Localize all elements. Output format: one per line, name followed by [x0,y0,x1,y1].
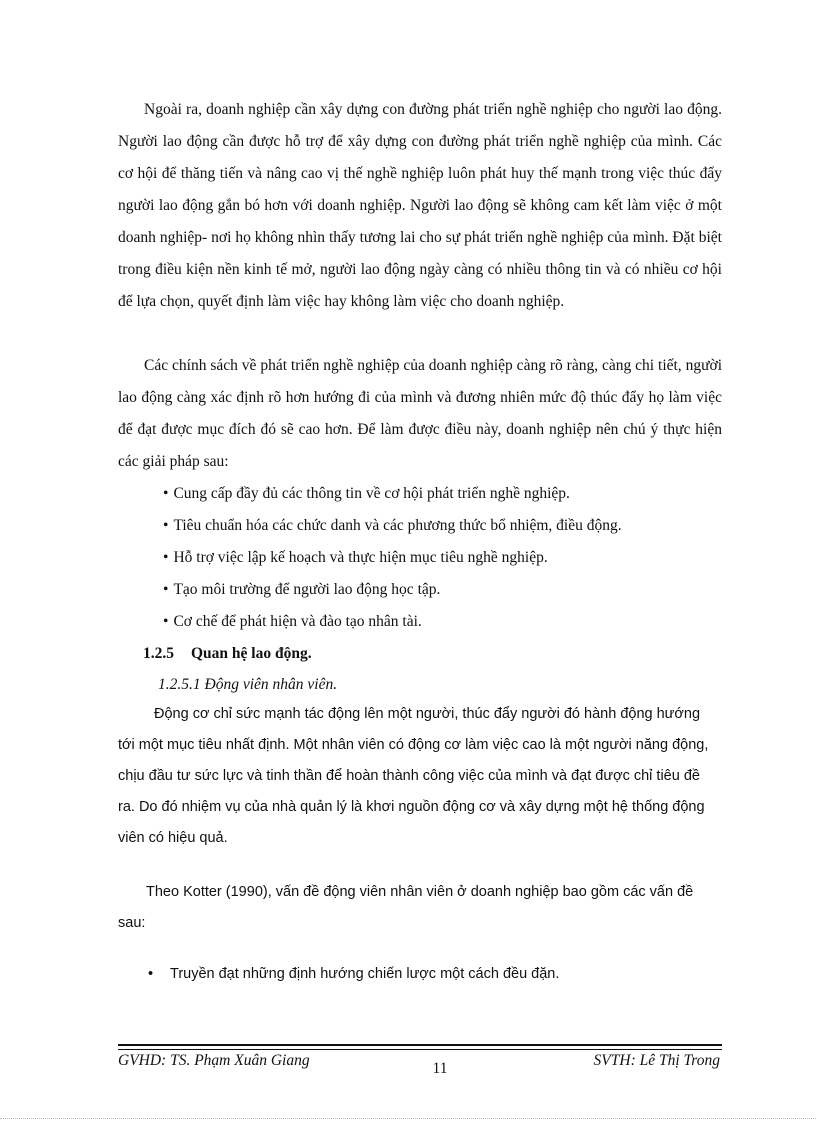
solution-list [163,478,622,638]
list-item-communicate [148,966,559,982]
paragraph-kotter: Theo Kotter (1990), vấn đề động viên nhân viên ở doanh nghiệp bao gồm các vấn đề sau: [118,884,694,931]
page-edge-divider [0,1118,816,1119]
footer-advisor: GVHD: TS. Phạm Xuân Giang [118,1052,310,1069]
list-item: • Tiêu chuẩn hóa các chức danh và các phương thức bổ nhiệm, điều động. [163,510,622,542]
section-heading [143,645,312,663]
list-item: • Cung cấp đầy đủ các thông tin về cơ hội phát triển nghề nghiệp. [163,478,622,510]
paragraph-career-policy: Các chính sách về phát triển nghề nghiệp của doanh nghiệp càng rõ ràng, càng chi tiết, người lao động càng xác định rõ hơn hướng đi của mình và đương nhiên mức độ thúc đẩy họ làm việc để đạt được mục đích đó sẽ cao hơn. Để làm được điều này, doanh nghiệp nên chú ý thực hiện các giải pháp sau: [118,357,722,470]
list-item: • Tạo môi trường để người lao động học tập. [163,574,622,606]
list-item: • Cơ chế để phát hiện và đào tạo nhân tài. [163,606,622,638]
footer-rule-thin [118,1049,722,1050]
list-item-text: Truyền đạt những định hướng chiến lược một cách đều đặn. [170,966,560,982]
page-number: 11 [432,1060,448,1077]
paragraph-motivation: Động cơ chỉ sức mạnh tác động lên một người, thúc đẩy người đó hành động hướng tới một mục tiêu nhất định. Một nhân viên có động cơ làm việc cao là một người năng động, chịu đầu tư sức lực và tinh thần để hoàn thành công việc của mình và đạt được chỉ tiêu đề ra. Do đó nhiệm vụ của nhà quản lý là khơi nguồn động cơ và xây dựng một hệ thống động viên có hiệu quả. [118,706,709,846]
list-item: • Hỗ trợ việc lập kế hoạch và thực hiện mục tiêu nghề nghiệp. [163,542,622,574]
bullet-dot-icon: • [148,966,154,982]
subsection-heading: 1.2.5.1 Động viên nhân viên. [158,676,338,693]
paragraph-career-path: Ngoài ra, doanh nghiệp cần xây dựng con đường phát triển nghề nghiệp cho người lao động. Người lao động cần được hỗ trợ để xây dựng con đường phát triển nghề nghiệp của mình. Các cơ hội để thăng tiến và nâng cao vị thế nghề nghiệp luôn phát huy thế mạnh trong việc thúc đẩy người lao động gắn bó hơn với doanh nghiệp. Người lao động sẽ không cam kết làm việc ở một doanh nghiệp- nơi họ không nhìn thấy tương lai cho sự phát triển nghề nghiệp của mình. Đặt biệt trong điều kiện nền kinh tế mở, người lao động ngày càng có nhiều thông tin và có nhiều cơ hội để lựa chọn, quyết định làm việc hay không làm việc cho doanh nghiệp. [118,101,722,310]
footer-rule-thick [118,1044,722,1046]
section-number: 1.2.5 [143,645,174,662]
footer-student: SVTH: Lê Thị Trong [593,1052,720,1069]
section-title: Quan hệ lao động. [191,645,312,662]
